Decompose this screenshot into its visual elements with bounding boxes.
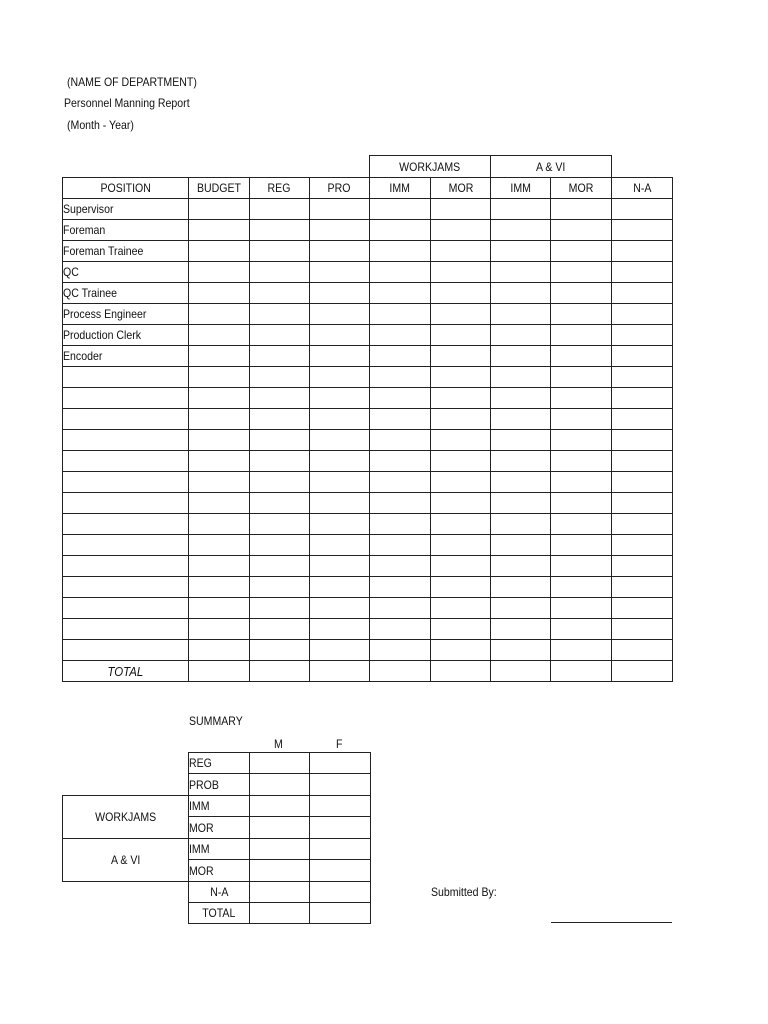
col-header-workjams-imm: IMM [370,178,431,199]
summary-cell [310,817,371,839]
data-cell [310,577,370,598]
data-cell [551,346,612,367]
data-cell [612,451,673,472]
data-cell [310,304,370,325]
data-cell [250,325,310,346]
position-cell [63,367,189,388]
table-row [63,304,673,325]
table-row [63,388,673,409]
data-cell [491,262,551,283]
group-header-avi: A & VI [491,156,612,178]
data-cell [189,283,250,304]
total-cell [551,661,612,682]
position-cell [63,430,189,451]
data-cell [551,262,612,283]
data-cell [370,577,431,598]
summary-group-avi: A & VI [63,839,189,882]
data-cell [189,430,250,451]
table-row [63,640,673,661]
total-cell [612,661,673,682]
table-row [63,430,673,451]
data-cell [370,556,431,577]
data-cell [189,640,250,661]
data-cell [431,241,491,262]
summary-cell [310,774,371,796]
col-header-avi-imm: IMM [491,178,551,199]
summary-label-total: TOTAL [189,903,250,924]
data-cell [250,577,310,598]
position-cell [63,535,189,556]
data-cell [612,262,673,283]
data-cell [189,346,250,367]
data-cell [431,451,491,472]
position-cell [63,493,189,514]
summary-cell [250,882,310,903]
total-cell [370,661,431,682]
total-cell [250,661,310,682]
summary-label-mor: MOR [189,817,250,839]
data-cell [431,262,491,283]
data-cell [250,430,310,451]
data-cell [189,577,250,598]
data-cell [431,640,491,661]
total-cell [189,661,250,682]
data-cell [250,556,310,577]
data-cell [250,493,310,514]
summary-label-imm: IMM [189,796,250,817]
data-cell [551,577,612,598]
data-cell [431,304,491,325]
summary-group-workjams: WORKJAMS [63,796,189,839]
summary-cell [310,860,371,882]
data-cell [370,514,431,535]
position-cell [63,472,189,493]
data-cell [431,325,491,346]
col-header-budget: BUDGET [189,178,250,199]
data-cell [551,619,612,640]
data-cell [551,388,612,409]
data-cell [250,304,310,325]
position-cell [63,409,189,430]
summary-row [63,796,371,817]
department-name: (NAME OF DEPARTMENT) [67,75,197,89]
data-cell [189,556,250,577]
data-cell [431,472,491,493]
data-cell [491,367,551,388]
data-cell [250,409,310,430]
total-cell [310,661,370,682]
data-cell [491,325,551,346]
data-cell [189,493,250,514]
data-cell [431,619,491,640]
summary-label-reg: REG [189,753,250,774]
table-row [63,577,673,598]
data-cell [612,304,673,325]
data-cell [250,514,310,535]
data-cell [189,388,250,409]
data-cell [370,472,431,493]
table-row [63,451,673,472]
data-cell [310,409,370,430]
data-cell [189,220,250,241]
table-row [63,283,673,304]
data-cell [250,619,310,640]
table-row [63,346,673,367]
table-row [63,514,673,535]
col-header-workjams-mor: MOR [431,178,491,199]
col-header-avi-mor: MOR [551,178,612,199]
data-cell [370,262,431,283]
data-cell [250,262,310,283]
data-cell [551,367,612,388]
data-cell [612,640,673,661]
col-header-pro: PRO [310,178,370,199]
data-cell [310,388,370,409]
position-cell: Foreman [63,220,189,241]
data-cell [250,472,310,493]
summary-cell [250,753,310,774]
table-row [63,409,673,430]
data-cell [431,409,491,430]
data-cell [370,535,431,556]
summary-cell [310,882,371,903]
data-cell [612,577,673,598]
position-cell [63,556,189,577]
summary-cell [310,903,371,924]
data-cell [491,577,551,598]
summary-table [62,752,371,924]
summary-cell [250,817,310,839]
summary-cell [250,774,310,796]
data-cell [370,199,431,220]
group-header-workjams: WORKJAMS [370,156,491,178]
data-cell [250,241,310,262]
data-cell [431,577,491,598]
data-cell [250,388,310,409]
data-cell [612,388,673,409]
data-cell [612,241,673,262]
table-row [63,472,673,493]
data-cell [310,367,370,388]
data-cell [370,409,431,430]
data-cell [491,283,551,304]
data-cell [491,388,551,409]
data-cell [551,325,612,346]
position-cell: QC Trainee [63,283,189,304]
position-cell [63,598,189,619]
data-cell [612,409,673,430]
summary-label-mor: MOR [189,860,250,882]
data-cell [310,199,370,220]
data-cell [491,220,551,241]
summary-cell [250,839,310,860]
position-cell: Production Clerk [63,325,189,346]
data-cell [491,199,551,220]
data-cell [431,220,491,241]
summary-col-f: F [336,737,343,751]
data-cell [250,346,310,367]
data-cell [491,241,551,262]
data-cell [491,451,551,472]
summary-cell [250,796,310,817]
data-cell [491,472,551,493]
data-cell [250,199,310,220]
data-cell [310,493,370,514]
data-cell [189,619,250,640]
data-cell [370,283,431,304]
data-cell [491,304,551,325]
table-row [63,535,673,556]
report-period: (Month - Year) [67,118,134,132]
data-cell [431,367,491,388]
report-title: Personnel Manning Report [64,96,190,110]
position-cell [63,577,189,598]
position-cell [63,388,189,409]
data-cell [491,409,551,430]
position-cell [63,640,189,661]
summary-cell [310,753,371,774]
data-cell [189,451,250,472]
data-cell [370,367,431,388]
summary-row [63,882,371,903]
data-cell [250,367,310,388]
position-cell: Supervisor [63,199,189,220]
data-cell [551,430,612,451]
summary-row [63,903,371,924]
data-cell [370,220,431,241]
data-cell [551,241,612,262]
table-row [63,199,673,220]
data-cell [551,556,612,577]
data-cell [491,640,551,661]
data-cell [431,283,491,304]
table-row [63,493,673,514]
data-cell [310,472,370,493]
data-cell [189,241,250,262]
data-cell [370,346,431,367]
table-row [63,325,673,346]
data-cell [551,472,612,493]
data-cell [189,472,250,493]
table-row [63,619,673,640]
position-cell: Process Engineer [63,304,189,325]
summary-label-na: N-A [189,882,250,903]
position-cell: QC [63,262,189,283]
data-cell [491,430,551,451]
position-cell: Encoder [63,346,189,367]
data-cell [491,535,551,556]
summary-label-imm: IMM [189,839,250,860]
data-cell [310,619,370,640]
table-row [63,220,673,241]
data-cell [189,514,250,535]
data-cell [491,346,551,367]
data-cell [612,283,673,304]
data-cell [612,472,673,493]
data-cell [431,556,491,577]
data-cell [189,367,250,388]
data-cell [189,598,250,619]
total-cell [491,661,551,682]
data-cell [310,640,370,661]
group-header-row [63,156,673,178]
data-cell [431,346,491,367]
data-cell [370,619,431,640]
data-cell [370,304,431,325]
data-cell [250,451,310,472]
data-cell [612,367,673,388]
position-cell: Foreman Trainee [63,241,189,262]
data-cell [310,451,370,472]
total-cell [431,661,491,682]
summary-cell [310,839,371,860]
data-cell [612,325,673,346]
data-cell [370,598,431,619]
data-cell [491,619,551,640]
summary-cell [310,796,371,817]
summary-title: SUMMARY [189,714,243,728]
data-cell [612,199,673,220]
summary-row [63,839,371,860]
table-row [63,556,673,577]
data-cell [551,514,612,535]
col-header-reg: REG [250,178,310,199]
data-cell [551,451,612,472]
data-cell [189,409,250,430]
data-cell [551,535,612,556]
data-cell [491,556,551,577]
data-cell [189,535,250,556]
data-cell [310,241,370,262]
data-cell [250,640,310,661]
data-cell [612,619,673,640]
data-cell [189,262,250,283]
col-header-na: N-A [612,178,673,199]
total-label: TOTAL [63,661,189,682]
col-header-position: POSITION [63,178,189,199]
data-cell [551,409,612,430]
data-cell [612,556,673,577]
data-cell [250,535,310,556]
data-cell [310,283,370,304]
submitted-by-label: Submitted By: [431,885,497,899]
data-cell [370,640,431,661]
table-row [63,367,673,388]
data-cell [370,388,431,409]
data-cell [612,535,673,556]
data-cell [431,199,491,220]
data-cell [310,220,370,241]
summary-cell [250,903,310,924]
data-cell [612,220,673,241]
data-cell [551,493,612,514]
position-cell [63,619,189,640]
data-cell [189,325,250,346]
data-cell [612,493,673,514]
data-cell [431,598,491,619]
data-cell [370,493,431,514]
table-row [63,262,673,283]
data-cell [431,514,491,535]
data-cell [491,598,551,619]
data-cell [310,262,370,283]
data-cell [551,283,612,304]
table-row [63,598,673,619]
data-cell [310,325,370,346]
data-cell [491,514,551,535]
data-cell [250,283,310,304]
data-cell [370,451,431,472]
position-cell [63,451,189,472]
summary-cell [250,860,310,882]
data-cell [310,598,370,619]
data-cell [431,388,491,409]
summary-row [63,753,371,774]
total-row [63,661,673,682]
column-header-row [63,178,673,199]
data-cell [612,346,673,367]
table-row [63,241,673,262]
data-cell [431,493,491,514]
data-cell [551,598,612,619]
data-cell [370,325,431,346]
data-cell [551,199,612,220]
data-cell [310,346,370,367]
summary-col-m: M [274,737,283,751]
data-cell [612,514,673,535]
data-cell [370,241,431,262]
data-cell [189,199,250,220]
signature-line [551,922,672,923]
data-cell [310,556,370,577]
data-cell [551,640,612,661]
data-cell [310,430,370,451]
data-cell [431,535,491,556]
data-cell [310,514,370,535]
data-cell [250,220,310,241]
data-cell [491,493,551,514]
data-cell [612,430,673,451]
data-cell [189,304,250,325]
manning-table [62,155,673,682]
data-cell [370,430,431,451]
data-cell [431,430,491,451]
summary-row [63,774,371,796]
data-cell [310,535,370,556]
data-cell [612,598,673,619]
summary-label-prob: PROB [189,774,250,796]
data-cell [551,220,612,241]
position-cell [63,514,189,535]
data-cell [250,598,310,619]
data-cell [551,304,612,325]
